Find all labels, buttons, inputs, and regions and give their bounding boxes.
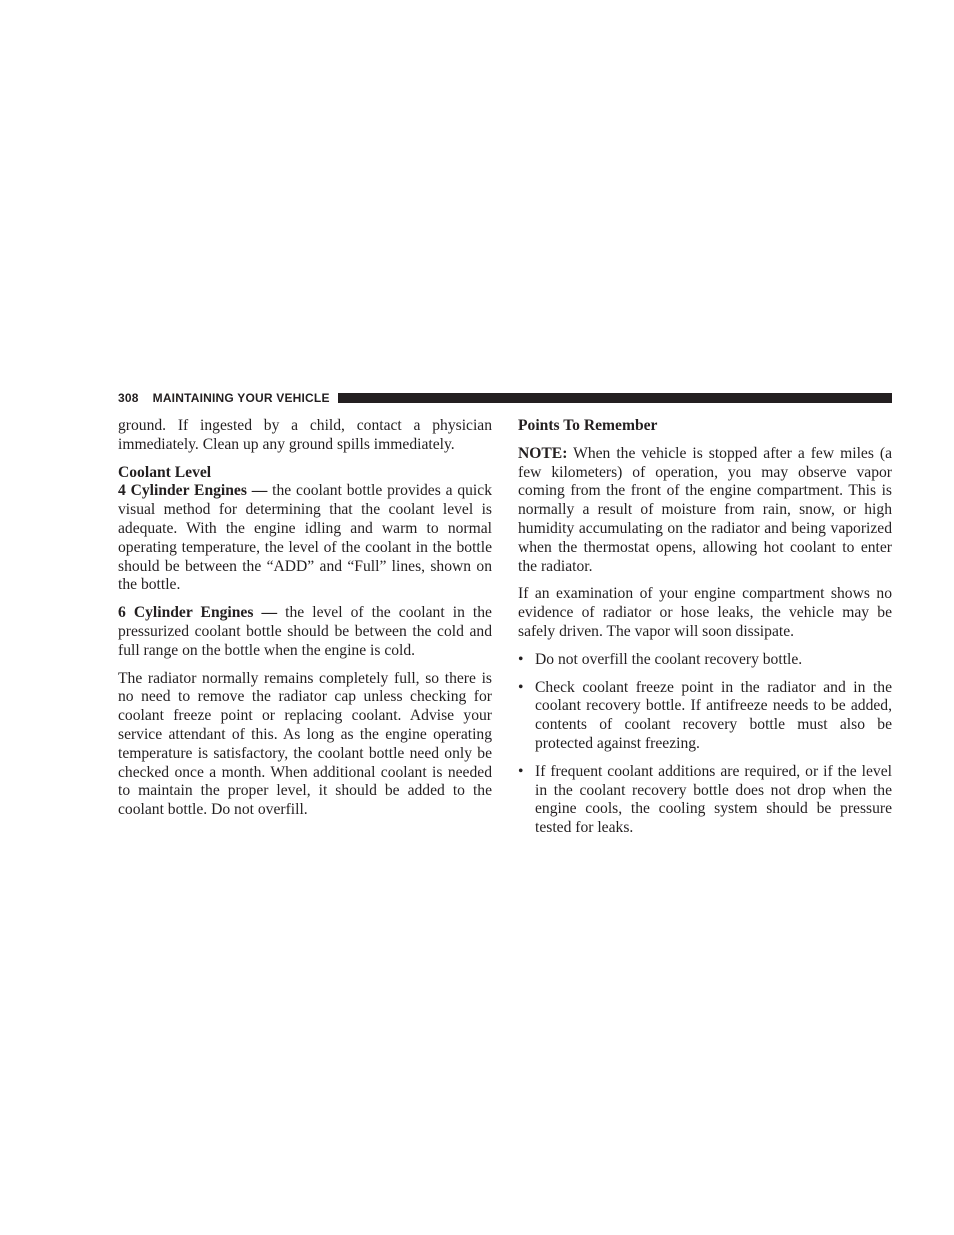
list-item <box>518 763 892 838</box>
examination-paragraph: If an examination of your engine compartment shows no evidence of radiator or hose leaks, the vehicle may be safely driven. The vapor will soon dissipate. <box>518 585 892 640</box>
coolant-level-heading: Coolant Level <box>118 463 212 481</box>
right-column <box>518 417 892 847</box>
bullet-icon: • <box>518 650 524 668</box>
six-cylinder-lead: 6 Cylinder Engines — <box>118 604 278 622</box>
bullet-list <box>518 651 892 838</box>
note-paragraph <box>518 445 892 577</box>
bullet-icon: • <box>518 678 524 696</box>
four-cylinder-text: the coolant bottle provides a quick visual method for determining that the coolant level is adequate. With the engine idling and warm to normal operating temperature, the level of the coolant in the bottle should be between the “ADD” and “Full” lines, shown on the bottle. <box>118 482 492 594</box>
list-item-text: If frequent coolant additions are required, or if the level in the coolant recovery bottle does not drop when the engine cools, the cooling system should be pressure tested for leaks. <box>535 762 892 837</box>
intro-paragraph: ground. If ingested by a child, contact a physician immediately. Clean up any ground spills immediately. <box>118 417 492 453</box>
four-cylinder-paragraph <box>118 482 492 595</box>
note-text: When the vehicle is stopped after a few miles (a few kilometers) of operation, you may observe vapor coming from the front of the engine compartment. This is normally a result of moisture from rain, snow, or high humidity accumulating on the radiator and being vaporized when the thermostat opens, allowing hot coolant to enter the radiator. <box>518 444 892 575</box>
list-item-text: Check coolant freeze point in the radiator and in the coolant recovery bottle. If antifreeze needs to be added, contents of coolant recovery bottle must also be protected against freezing. <box>535 678 892 752</box>
list-item-text: Do not overfill the coolant recovery bottle. <box>535 650 803 668</box>
note-label: NOTE: <box>518 444 568 462</box>
list-item <box>518 679 892 754</box>
page-number: 308 <box>118 391 139 405</box>
section-title: MAINTAINING YOUR VEHICLE <box>152 391 330 405</box>
bullet-icon: • <box>518 762 524 780</box>
four-cylinder-lead: 4 Cylinder Engines — <box>118 482 268 500</box>
header-rule <box>338 393 892 403</box>
radiator-paragraph: The radiator normally remains completely full, so there is no need to remove the radiator cap unless checking for coolant freeze point or replacing coolant. Advise your service attendant of this. As long as the engine operating temperature is satisfactory, the coolant bottle need only be checked once a month. When additional coolant is needed to maintain the proper level, it should be added to the coolant bottle. Do not overfill. <box>118 669 492 819</box>
points-to-remember-heading: Points To Remember <box>518 417 658 434</box>
page-header <box>118 390 892 406</box>
six-cylinder-paragraph <box>118 604 492 660</box>
left-column <box>118 417 492 829</box>
six-cylinder-text: the level of the coolant in the pressurized coolant bottle should be between the cold and full range on the bottle when the engine is cold. <box>118 604 492 659</box>
list-item <box>518 651 892 670</box>
